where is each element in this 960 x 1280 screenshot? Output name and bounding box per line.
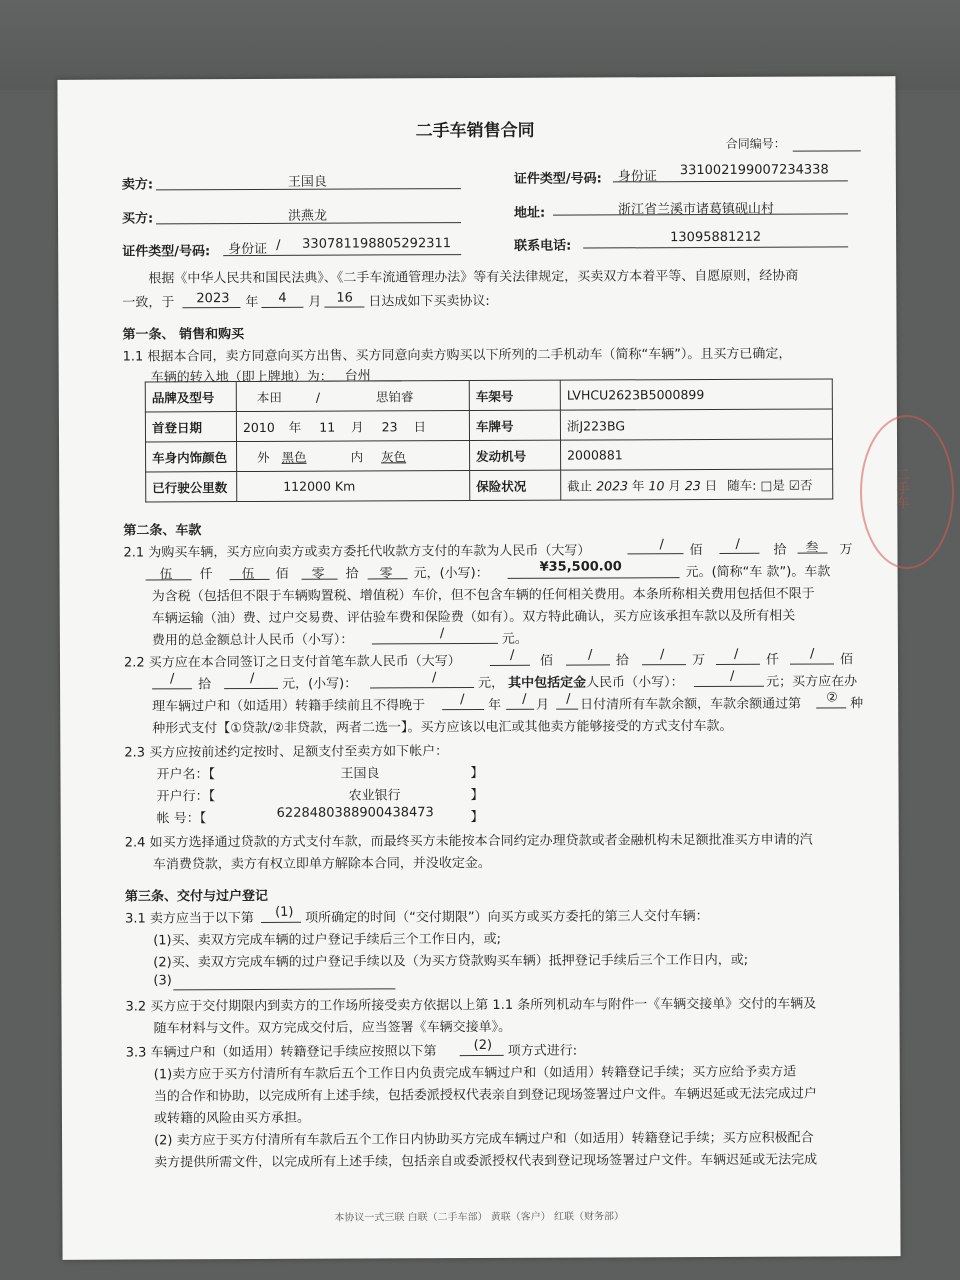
acct-bank-label: 开户行：【	[156, 789, 216, 805]
acct-bank-close: 】	[470, 787, 484, 804]
p22-bai2: 佰	[839, 652, 854, 668]
out-label: 外	[257, 449, 270, 465]
p21-total-slash: /	[439, 626, 445, 642]
buyer-id-line	[223, 254, 461, 256]
buyer-line	[156, 222, 461, 224]
p21-san: 叁	[805, 540, 819, 556]
delivery-choice: (1)	[275, 904, 294, 920]
p22-wan: 万	[691, 653, 706, 669]
p21-slash2: /	[735, 536, 740, 552]
brand-sep: /	[315, 389, 321, 405]
p22-deposit-rmb: 人民币（小写）：	[586, 675, 684, 691]
intro-line2-a: 一致，于	[122, 295, 175, 311]
p22-slash8: /	[432, 670, 437, 686]
art2-p21-l5-a: 费用的总金额总计人民币（小写）：	[151, 632, 354, 649]
art3-p31-2: (2)买、卖双方完成车辆的过户登记手续以及（为买方贷款购买车辆）抵押登记手续后三个工作日内，或;	[153, 952, 749, 971]
reg-year: 2010	[242, 419, 275, 435]
reg-month: 11	[319, 419, 336, 435]
p22-year: 年	[488, 697, 502, 713]
p22-yuan-xiaoxie: 元，(小写)：	[282, 676, 358, 692]
art1-heading: 第一条、 销售和购买	[122, 327, 245, 343]
p22-l3-e: 种	[850, 696, 864, 712]
plate-value: 浙J223BG	[560, 409, 832, 440]
buyer-id-sep: /	[276, 237, 281, 253]
art1-p1-line1: 1.1 根据本合同，卖方同意向买方出售、买方同意向卖方购买以下所列的二手机动车（简称“车辆”）。且买方已确定，	[122, 346, 792, 365]
p22-slash7: /	[250, 670, 255, 686]
transfer-choice: (2)	[473, 1037, 493, 1054]
p21-yuan-xiaoxie: 元，(小写)：	[413, 565, 489, 582]
art2-p24-l1: 2.4 如买方选择通过贷款的方式支付车款，而最终买方未能按本合同约定办理贷款或者金融机构未足额批准买方申请的汽	[124, 832, 813, 851]
ins-year: 2023	[596, 477, 629, 493]
seller-id-line	[613, 180, 848, 182]
p22-shi2: 拾	[198, 677, 212, 693]
table-row	[146, 469, 833, 502]
p22-slash3: /	[659, 647, 665, 663]
seller-line	[156, 188, 461, 190]
seller-id-type: 身份证	[617, 169, 657, 185]
art3-heading: 第三条、交付与过户登记	[124, 888, 269, 905]
p21-slash1: /	[659, 537, 664, 553]
intro-year: 2023	[196, 291, 230, 307]
art2-p24-l2: 车消费贷款，卖方有权立即单方解除本合同，并没收定金。	[152, 855, 491, 873]
engine-value: 2000881	[561, 439, 833, 470]
p22-slash11: /	[522, 691, 527, 707]
art3-p33-1-l3: 或转籍的风险由买方承担。	[153, 1110, 311, 1127]
price-amount: ¥35,500.00	[539, 559, 622, 575]
p22-yuan: 元，	[478, 675, 505, 692]
brand-value: 本田	[256, 389, 282, 405]
ins-y: 年	[631, 477, 645, 493]
engine-label: 发动机号	[470, 440, 561, 470]
p21-yuan-abbr: 元。(简称“车 款”)。车款	[685, 564, 831, 581]
phone-value: 13095881212	[670, 229, 762, 246]
contract-no-label: 合同编号：	[725, 136, 786, 151]
art3-p31-1: (1)买、卖双方完成车辆的过户登记手续后三个工作日内，或;	[153, 931, 502, 949]
p22-l2-end: 元；买方应在办	[766, 674, 858, 690]
p22-bai: 佰	[539, 653, 554, 669]
insurance-label: 保险状况	[470, 470, 561, 500]
art3-p31-b: 项所确定的时间（“交付期限”）向买方或买方委托的第三人交付车辆：	[305, 909, 709, 926]
reg-day: 23	[381, 418, 398, 434]
art3-p33-2-l2: 卖方提供所需文件，以完成所有上述手续，包括亲自或委派授权代表到登记现场签署过户文件。车辆迟延或无法完成	[154, 1152, 818, 1171]
mileage-cell	[237, 471, 470, 502]
address-label: 地址:	[513, 205, 546, 221]
acct-no-label: 帐 号：【	[156, 811, 207, 827]
table-row	[145, 409, 832, 442]
contract-paper	[57, 76, 900, 1260]
ins-suffix: 随车:	[727, 477, 757, 493]
in-color: 灰色	[381, 448, 407, 464]
reg-label: 首登日期	[145, 412, 236, 442]
ins-no-checkbox: ☑否	[788, 477, 813, 493]
vehicle-table	[145, 378, 834, 502]
ins-d: 日	[704, 477, 718, 493]
out-color: 黑色	[281, 449, 307, 465]
page-title: 二手车销售合同	[415, 120, 535, 142]
p22-slash12: /	[566, 691, 571, 707]
p21-wu2: 伍	[241, 566, 255, 583]
phone-label: 联系电话:	[514, 238, 572, 254]
art2-p22-l1-a: 2.2 买方应在本合同签订之日支付首笔车款人民币（大写）	[123, 654, 461, 671]
ins-prefix: 截止	[567, 478, 593, 494]
art3-p31-a: 3.1 卖方应当于以下第	[125, 910, 254, 927]
reg-d: 日	[413, 418, 427, 434]
p21-ling1: 零	[311, 566, 325, 582]
footer-note: 本协议一式三联 白联（二手车部） 黄联（客户） 红联（财务部）	[334, 1211, 624, 1224]
reg-y: 年	[288, 419, 302, 435]
p21-shi2: 拾	[345, 566, 359, 582]
phone-line	[583, 246, 848, 248]
seller-label: 卖方:	[121, 177, 154, 193]
acct-no: 6228480388900438473	[276, 805, 434, 821]
p21-wan: 万	[839, 542, 853, 558]
p22-qian: 仟	[765, 652, 780, 668]
ins-day: 23	[684, 477, 701, 493]
company-stamp	[860, 415, 954, 569]
p21-bai2: 佰	[275, 566, 289, 582]
p21-ling2: 零	[379, 566, 393, 582]
color-cell	[237, 441, 470, 472]
art3-p32-l2: 随车材料与文件。双方完成交付后，应当签署《车辆交接单》。	[153, 1019, 512, 1037]
art2-p21-l3: 为含税（包括但不限于车辆购置税、增值税）车价，但不包含车辆的任何相关费用。本条所称相关费用包括但不限于	[151, 586, 815, 605]
art2-p21-l4: 车辆运输（油）费、过户交易费、评估验车费和保险费（如有）。双方特此确认，买方应该承担车款以及所有相关	[151, 608, 796, 627]
art2-p22-l4: 种形式支付【①贷款/②非贷款，两者二选一】。买方应该以电汇或其他卖方能够接受的方式支付车款。	[152, 718, 733, 737]
p21-bai: 佰	[689, 543, 703, 559]
p22-slash1: /	[509, 647, 515, 663]
art2-p21-a: 2.1 为购买车辆，买方应向卖方或卖方委托代收款方支付的车款为人民币（大写）	[123, 543, 591, 561]
insurance-cell	[561, 469, 833, 500]
intro-year-label: 年	[245, 294, 259, 311]
acct-no-close: 】	[470, 809, 484, 826]
ins-yes-checkbox: □是	[760, 477, 785, 493]
brand-label: 品牌及型号	[145, 382, 236, 412]
intro-month: 4	[278, 290, 287, 306]
buyer-id-label: 证件类型/号码:	[122, 244, 211, 260]
reg-m: 月	[351, 419, 364, 435]
acct-name-close: 】	[470, 765, 484, 782]
mileage-label: 已行驶公里数	[146, 472, 237, 502]
art3-p33-a: 3.3 车辆过户和（如适用）转籍登记手续应按照以下第	[125, 1044, 437, 1061]
p22-slash9: /	[730, 668, 735, 684]
seller-id-label: 证件类型/号码:	[513, 171, 602, 187]
buyer-id-type: 身份证	[228, 241, 268, 258]
vin-label: 车架号	[469, 380, 560, 410]
art3-p33-b: 项方式进行:	[507, 1043, 578, 1059]
seller-id-no: 331002199007234338	[679, 162, 829, 179]
buyer-label: 买方:	[122, 211, 154, 227]
art3-p31-3: (3)	[153, 973, 172, 989]
buyer-name: 洪燕龙	[287, 208, 328, 224]
buyer-id-no: 330781198805292311	[302, 236, 452, 252]
intro-day: 16	[336, 290, 353, 306]
table-row	[145, 379, 832, 412]
intro-line1: 根据《中华人民共和国民法典》、《二手车流通管理办法》等有关法律规定，买卖双方本着平等、自愿原则，经协商	[148, 268, 799, 287]
art2-p22-l3-a: 理车辆过户和（如适用）转籍手续前且不得晚于	[152, 698, 426, 715]
p22-deposit-label: 其中包括定金	[508, 675, 587, 691]
art2-heading: 第二条、车款	[123, 523, 202, 539]
contract-no-line	[793, 150, 861, 151]
color-label: 车身内饰颜色	[146, 442, 237, 472]
table-row	[146, 439, 833, 472]
intro-line2-b: 日达成如下买卖协议:	[368, 293, 490, 310]
seller-name: 王国良	[287, 174, 327, 190]
p22-month: 月	[536, 697, 550, 713]
p22-slash6: /	[170, 671, 175, 687]
address-value: 浙江省兰溪市诸葛镇砚山村	[617, 201, 775, 218]
p22-slash2: /	[587, 647, 593, 663]
art2-p23: 2.3 买方应按前述约定按时、足额支付至卖方如下帐户：	[124, 744, 449, 761]
brand-cell	[236, 381, 469, 412]
art3-p32-l1: 3.2 买方应于交付期限内到卖方的工作场所接受卖方依据以上第 1.1 条所列机动车与附件一《车辆交接单》交付的车辆及	[125, 996, 817, 1015]
ins-month: 10	[648, 477, 665, 493]
art3-p33-1-l1: (1)卖方应于买方付清所有车款后五个工作日内负责完成车辆过户和（如适用）转籍登记手续；买方应给予卖方适	[153, 1064, 797, 1083]
reg-cell	[236, 411, 469, 442]
p22-shi: 拾	[615, 653, 630, 669]
p22-slash5: /	[809, 646, 815, 662]
art3-p33-1-l2: 当的合作和协助，以完成所有上述手续，包括委派授权代表亲自到登记现场签署过户文件。车辆迟延或无法完成过户	[153, 1086, 817, 1105]
p21-qian: 仟	[199, 567, 213, 583]
art1-p1-line2: 车辆的转入地（即上牌地）为：	[150, 369, 333, 386]
acct-bank: 农业银行	[348, 788, 401, 804]
transfer-place: 台州	[344, 368, 371, 384]
p21-shi: 拾	[773, 542, 787, 558]
payment-choice: ②	[826, 690, 838, 706]
vin-value: LVHCU2623B5000899	[560, 379, 832, 410]
acct-name: 王国良	[340, 766, 380, 782]
plate-label: 车牌号	[469, 410, 560, 440]
p22-l3-d: 日付清所有车款余额，车款余额通过第	[580, 696, 802, 713]
p22-slash4: /	[733, 646, 739, 662]
p21-total-yuan: 元。	[501, 631, 528, 647]
in-label: 内	[350, 449, 364, 465]
art3-p33-2-l1: (2) 卖方应于买方付清所有车款后五个工作日内协助买方完成车辆过户和（如适用）转籍登记手续；买方应积极配合	[154, 1130, 814, 1149]
p22-slash10: /	[460, 692, 465, 708]
acct-name-label: 开户名：【	[156, 767, 216, 783]
mileage-value: 112000 Km	[283, 478, 356, 494]
ins-m: 月	[668, 477, 681, 493]
stamp-text: 二手车	[894, 467, 910, 509]
p21-wu1: 伍	[159, 567, 173, 583]
model-value: 思铂睿	[375, 388, 414, 404]
intro-month-label: 月	[308, 294, 322, 310]
